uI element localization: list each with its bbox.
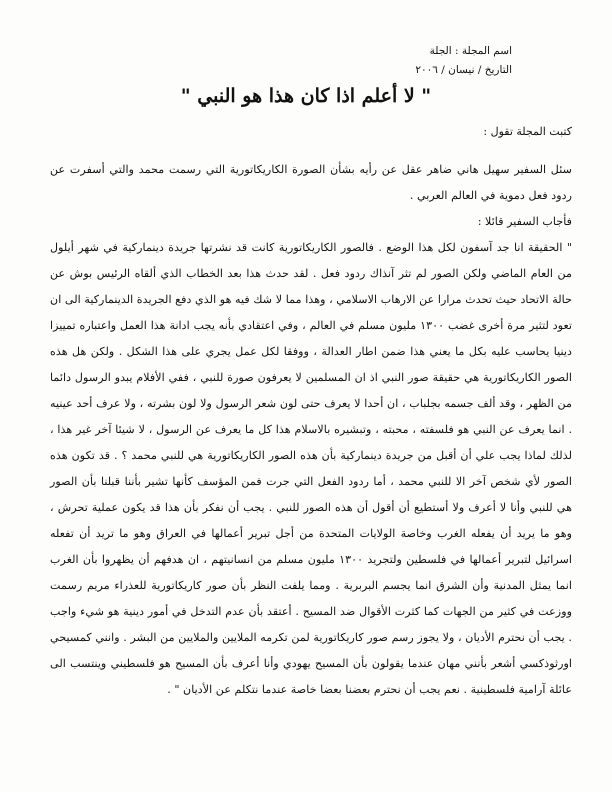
intro-label: كتبت المجلة تقول : [483,125,572,138]
article-title: " لا أعلم اذا كان هذا هو النبي " [180,85,432,107]
answer-label: فأجاب السفير قائلا : [477,215,572,228]
question-paragraph: سئل السفير سهيل هاني ضاهر عقل عن رأيه بشأن الصورة الكاريكاتورية التي رسمت محمد والتي أسفرت عن ردود فعل دموية في العالم العربي . [50,163,572,202]
article-body [50,157,572,703]
magazine-name: اسم المجلة : الجلة [429,45,512,57]
publication-date: التاريخ / نيسان / ٢٠٠٦ [415,64,512,76]
document-meta [415,42,512,80]
answer-paragraph: " الحقيقة انا جد آسفون لكل هذا الوضع . فالصور الكاريكاتورية كانت قد نشرتها جريدة دينماركية في شهر أيلول من العام الماضي ولكن الصور لم تثر آنذاك ردود فعل . لقد حدث هذا بعد الخطاب الذي ألقاه الرئيس بوش عن حالة الاتحاد حيث تحدث مرارا عن الارهاب الاسلامي ، وهذا مما لا شك فيه هو الذي دفع الجريدة الدينماركية الى ان تعود لتثير مرة أخرى غضب ١٣٠٠ مليون مسلم في العالم ، وفي اعتقادي بأنه يجب ادانة هذا العمل واعتباره تمييزا دينيا يحاسب عليه بكل ما يعني هذا ضمن اطار العدالة ، ووفقا لكل عمل يجري على هذا الشكل . ولكن هل هذه الصور الكاريكاتورية هي حقيقة صور النبي اذ ان المسلمين لا يعرفون صورة للنبي ، ففي الأفلام يبدو الرسول دائما من الظهر ، وقد ألف جسمه بجلباب ، ان أحدا لا يعرف حتى لون شعر الرسول ولا لون بشرته ، ولا عرف أحد عينيه . انما يعرف عن النبي هو فلسفته ، محبته ، وتبشيره بالاسلام هذا كل ما يعرف عن الرسول ، لا شيئا آخر غير هذا ، لذلك لماذا يجب علي أن أقبل من جريدة دينماركية بأن هذه الصور الكاريكاتورية هي للنبي محمد ؟ . قد تكون هذه الصور لأي شخص آخر الا للنبي محمد ، أما ردود الفعل التي جرت فمن المؤسف كأنها تشير بأننا قبلنا بأن الصور هي للنبي وأنا لا أعرف ولا أستطيع أن أقول أن هذه الصور للنبي . يجب أن نفكر بأن هذا قد يكون عملية تحرش ، وهو ما يريد أن يفعله الغرب وخاصة الولايات المتحدة من أجل تبرير أعمالها في العراق وهو ما تريد أن تفعله اسرائيل لتبرير أعمالها في فلسطين ولتجريد ١٣٠٠ مليون مسلم من انسانيتهم ، ان هدفهم أن يظهروا بأن الغرب انما يمثل المدنية وأن الشرق انما يجسم البربرية . ومما يلفت النظر بأن صور كاريكاتورية للعذراء مريم رسمت ووزعت في كثير من الجهات كما كثرت الأقوال ضد المسيح . أعتقد بأن عدم التدخل في أمور دينية هو شيء واجب . يجب أن نحترم الأديان ، ولا يجوز رسم صور كاريكاتورية لمن تكرمه الملايين والملايين من البشر . وانني كمسيحي اورثوذكسي أشعر بأنني مهان عندما يقولون بأن المسيح يهودي وأنا أعرف بأن المسيح هو فلسطيني وينتسب الى عائلة آرامية فلسطينية . نعم يجب أن نحترم بعضنا بعضا خاصة عندما نتكلم عن الأديان " . [50,241,573,696]
